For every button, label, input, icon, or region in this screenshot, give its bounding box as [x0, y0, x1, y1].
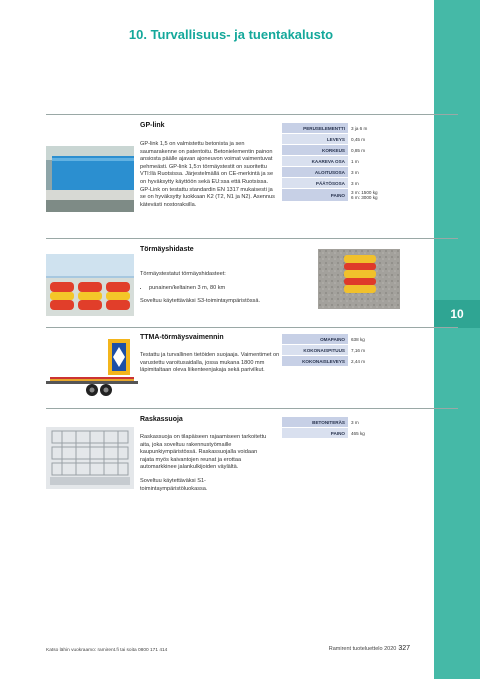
spec-value: 638 kg: [351, 336, 365, 342]
raskas-description: Raskassuoja on tilapäiseen rajaamiseen tarkoitettu aita, joka soveltuu rakennustyömaille kaupunkiympäristössä. Raskassuojalla voidaan rajata myös kaivantojen reunat ja erottaa automarkkinee jalankulkijoiden väylältä.: [140, 434, 267, 471]
raskas-photo: [46, 427, 134, 489]
spec-row: [282, 334, 404, 344]
footer-catalog: [329, 645, 410, 652]
spec-value: 3 m: [351, 419, 359, 425]
tormays-title: Törmäyshidaste: [140, 246, 194, 253]
spec-row: [282, 123, 404, 133]
section-divider: [46, 327, 458, 328]
spec-key: LEVEYS: [282, 134, 348, 144]
spec-row: [282, 417, 404, 427]
raskas-text: [140, 434, 270, 493]
spec-key: PÄÄTÖSOSA: [282, 178, 348, 188]
chapter-side-tab: [434, 0, 480, 679]
tormays-bullet: • punainen/keltainen 3 m, 80 km: [149, 285, 305, 293]
spec-key: OMAPAINO: [282, 334, 348, 344]
spec-row: [282, 167, 404, 177]
spec-key: PERUSELEMENTTI: [282, 123, 348, 133]
spec-key: BETONITERÄS: [282, 417, 348, 427]
spec-row: [282, 178, 404, 188]
tormays-text: [140, 271, 305, 306]
spec-value: 3 m: 1500 kg 6 m: 3000 kg: [351, 190, 378, 200]
section-divider: [46, 238, 458, 239]
raskas-spec-table: [282, 416, 404, 439]
chapter-number: 10: [434, 300, 480, 328]
spec-key: KOKONAISPITUUS: [282, 345, 348, 355]
page-number: 327: [398, 645, 410, 652]
ttma-description: Testattu ja turvallinen tietöiden suojaaja. Vaimentimet on varustettu varoitusaidalla, jossa mukana 1800 mm läpimitaltaan oleva liikenteenjakaja sekä parivilkut.: [140, 352, 280, 374]
spec-value: 0,85 m: [351, 147, 366, 153]
spec-value: 3 m: [351, 169, 359, 175]
spec-row: [282, 145, 404, 155]
spec-value: 3 m: [351, 180, 359, 186]
gplink-photo: [46, 146, 134, 212]
gplink-description: GP-link 1,5 on valmistettu betonista ja sen saumarakenne on patentoitu. Betonielementin painon ansiosta päälle ajavan ajoneuvon voimat vaimentuvat pehmeästi. GP-link 1,5:n törmäystestit on suoritettu VTI:llä Ruotsissa. Järjestelmällä on CE-merkintä ja se on hyväksytty käyttöön sekä EU:ssa että Ruotsissa. GP-Link on testattu standardin EN 1317 mukaisesti ja se on hyväksytty luokkaan K2 (T2, N1 ja N2). Asennus kätevästi nostoraksilla.: [140, 141, 275, 208]
spec-row: [282, 345, 404, 355]
spec-value: 1 m: [351, 158, 359, 164]
gplink-title: GP-link: [140, 122, 165, 129]
spec-row: [282, 156, 404, 166]
raskas-note: Soveltuu käytettäväksi S1-toimintaympäristöluokassa.: [140, 477, 208, 492]
tormays-photo-2: [318, 249, 400, 309]
spec-value: 2,44 m: [351, 358, 366, 364]
ttma-photo: [46, 335, 138, 399]
spec-key: PAINO: [282, 189, 348, 201]
footer-contact: Katso lähin vuokraamo: ramirent.fi tai soita 0800 171 414: [46, 648, 168, 653]
ttma-title: TTMA-törmäysvaimennin: [140, 334, 224, 341]
spec-row: [282, 189, 404, 201]
spec-row: [282, 428, 404, 438]
section-divider: [46, 408, 458, 409]
spec-key: KAAREVA OSA: [282, 156, 348, 166]
spec-key: KOKONAISLEVEYS: [282, 356, 348, 366]
tormays-note: Soveltuu käytettäväksi S3-toimintaympäristössä.: [140, 298, 261, 305]
page-title: 10. Turvallisuus- ja tuentakalusto: [128, 27, 334, 42]
section-divider: [46, 114, 458, 115]
ttma-spec-table: [282, 333, 404, 367]
spec-key: KORKEUS: [282, 145, 348, 155]
spec-value: 0,45 m: [351, 136, 366, 142]
spec-key: ALOITUSOSA: [282, 167, 348, 177]
footer-catalog-name: Ramirent tuoteluettelo 2020: [328, 646, 397, 652]
spec-key: PAINO: [282, 428, 348, 438]
raskas-title: Raskassuoja: [140, 416, 183, 423]
spec-value: 3 ja 6 m: [351, 125, 368, 131]
gplink-spec-table: [282, 122, 404, 202]
spec-value: 465 kg: [351, 430, 365, 436]
spec-row: [282, 356, 404, 366]
tormays-photo: [46, 254, 134, 316]
spec-value: 7,16 m: [351, 347, 366, 353]
tormays-intro: Törmäystestatut törmäyshidasteet:: [140, 271, 226, 277]
spec-row: [282, 134, 404, 144]
